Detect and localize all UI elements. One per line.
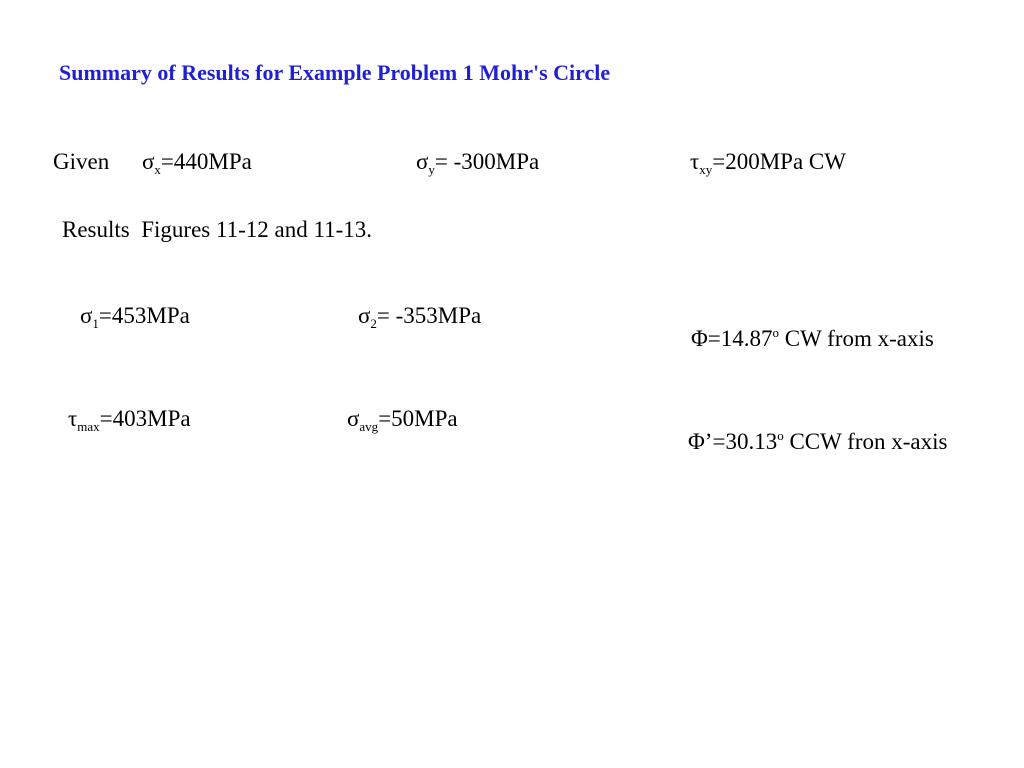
phi-value: Φ=14.87	[691, 326, 773, 351]
sigma-x-value: =440MPa	[160, 149, 252, 174]
sigma-y-symbol: σ	[416, 149, 429, 174]
phi-direction: CW from x-axis	[779, 326, 934, 351]
result-phi	[668, 304, 934, 373]
sigma-x-subscript: x	[154, 162, 161, 177]
result-phi-prime	[665, 407, 947, 476]
given-sigma-x	[142, 149, 252, 177]
slide-title: Summary of Results for Example Problem 1 Mohr's Circle	[59, 60, 611, 85]
result-sigma-avg	[347, 406, 458, 434]
sigma-y-subscript: y	[428, 162, 435, 177]
sigma-avg-symbol: σ	[347, 406, 360, 431]
given-sigma-y	[416, 149, 540, 177]
given-label: Given	[53, 149, 110, 174]
sigma-1-subscript: 1	[92, 316, 99, 331]
given-tau-xy	[690, 149, 846, 177]
tau-max-value: =403MPa	[99, 406, 191, 431]
results-label: Results Figures 11-12 and 11-13.	[62, 217, 373, 242]
sigma-y-value: = -300MPa	[434, 149, 540, 174]
result-tau-max	[68, 406, 191, 434]
result-sigma-2	[358, 303, 482, 331]
tau-xy-symbol: τ	[690, 149, 700, 174]
phi-degree-superscript: o	[772, 325, 780, 340]
sigma-avg-value: =50MPa	[378, 406, 458, 431]
phi-prime-degree-superscript: o	[777, 428, 784, 443]
sigma-x-symbol: σ	[142, 149, 155, 174]
tau-max-symbol: τ	[68, 406, 78, 431]
tau-max-subscript: max	[77, 419, 100, 434]
sigma-1-symbol: σ	[80, 303, 93, 328]
sigma-2-symbol: σ	[358, 303, 371, 328]
phi-prime-direction: CCW fron x-axis	[783, 429, 948, 454]
sigma-2-subscript: 2	[370, 316, 377, 331]
tau-xy-subscript: xy	[699, 162, 713, 177]
sigma-2-value: = -353MPa	[376, 303, 482, 328]
phi-prime-value: Φ’=30.13	[688, 429, 778, 454]
sigma-1-value: =453MPa	[98, 303, 190, 328]
result-sigma-1	[80, 303, 190, 331]
tau-xy-value: =200MPa CW	[712, 149, 846, 174]
sigma-avg-subscript: avg	[359, 419, 379, 434]
